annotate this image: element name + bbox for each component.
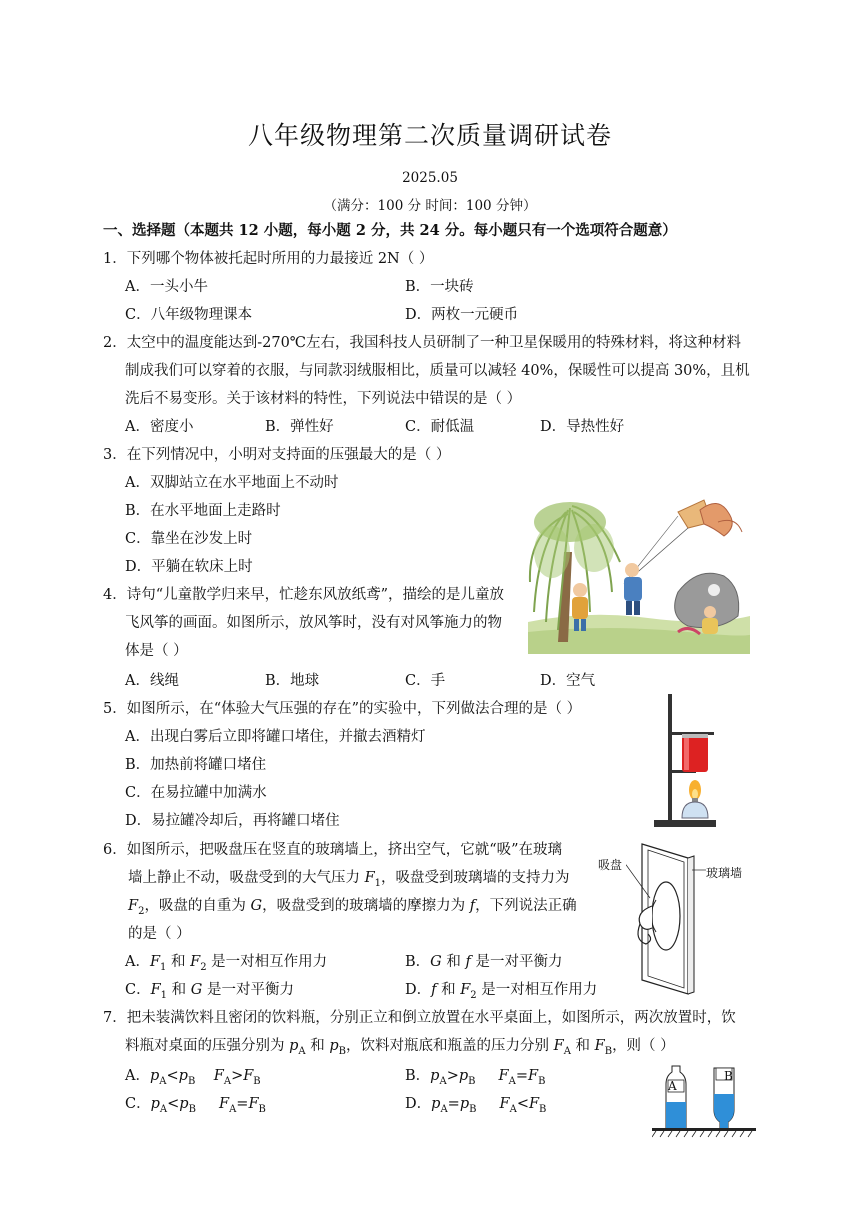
q2-line3: 洗后不易变形。关于该材料的特性，下列说法中错误的是（ ） — [125, 391, 522, 407]
q2-option-d: D．导热性好 — [540, 419, 625, 435]
q1-option-d: D．两枚一元硬币 — [405, 307, 519, 323]
q7-option-c: C．$p_A<p_B$ $F_A=F_B$ — [125, 1096, 266, 1115]
q4-line3: 体是（ ） — [125, 643, 188, 659]
q1-option-b: B．一块砖 — [405, 279, 474, 295]
q7-option-b: B．$p_A>p_B$ $F_A=F_B$ — [405, 1068, 546, 1087]
bottles-illustration — [652, 1062, 756, 1138]
q6-line4: 的是（ ） — [128, 926, 191, 942]
q6-option-c: C．$F_1$ 和 G 是一对平衡力 — [125, 982, 294, 1001]
section-heading: 一、选择题（本题共 12 小题，每小题 2 分，共 24 分。每小题只有一个选项符合题意） — [103, 222, 677, 239]
q5-option-a: A．出现白雾后立即将罐口堵住，并撤去酒精灯 — [125, 729, 426, 745]
q2-option-a: A．密度小 — [125, 419, 194, 435]
kite-flying-illustration — [528, 492, 750, 654]
q4-line1: 4．诗句“儿童散学归来早，忙趁东风放纸鸢”，描绘的是儿童放 — [103, 587, 505, 603]
q4-line2: 飞风筝的画面。如图所示，放风筝时，没有对风筝施力的物 — [125, 615, 502, 631]
label-glass-wall: 玻璃墙 — [706, 866, 743, 880]
q6-option-d: D．f 和 $F_2$ 是一对相互作用力 — [405, 982, 598, 1001]
q6-option-b: B．G 和 f 是一对平衡力 — [405, 954, 563, 970]
q2-option-c: C．耐低温 — [405, 419, 475, 435]
bottle-b-label: B — [724, 1069, 733, 1083]
q7-line2: 料瓶对桌面的压强分别为 $p_A$ 和 $p_B$，饮料对瓶底和瓶盖的压力分别 $F_A$ 和 $F_B$，则（ ） — [125, 1038, 675, 1057]
label-sucker: 吸盘 — [598, 858, 623, 872]
q3-option-c: C．靠坐在沙发上时 — [125, 531, 253, 547]
q5-option-b: B．加热前将罐口堵住 — [125, 757, 267, 773]
q1-stem: 1．下列哪个物体被托起时所用的力最接近 2N（ ） — [103, 251, 434, 267]
q6-line2: 墙上静止不动，吸盘受到的大气压力 $F_1$，吸盘受到玻璃墙的支持力为 — [128, 870, 570, 889]
q2-line1: 2．太空中的温度能达到-270℃左右，我国科技人员研制了一种卫星保暖用的特殊材料，将这种材料 — [103, 335, 742, 351]
q6-line1: 6．如图所示，把吸盘压在竖直的玻璃墙上，挤出空气，它就“吸”在玻璃 — [103, 842, 563, 858]
bottle-a-label: A — [668, 1079, 677, 1093]
exam-meta: （满分：100 分 时间：100 分钟） — [323, 198, 537, 214]
q3-option-b: B．在水平地面上走路时 — [125, 503, 281, 519]
q3-option-a: A．双脚站立在水平地面上不动时 — [125, 475, 339, 491]
q5-option-c: C．在易拉罐中加满水 — [125, 785, 267, 801]
q7-option-a: A．$p_A<p_B$ $F_A>F_B$ — [125, 1068, 261, 1087]
q4-option-b: B．地球 — [265, 673, 320, 689]
q6-line3: $F_2$，吸盘的自重为 G，吸盘受到的玻璃墙的摩擦力为 f，下列说法正确 — [128, 898, 577, 917]
exam-date: 2025.05 — [402, 170, 458, 186]
q4-option-c: C．手 — [405, 673, 446, 689]
q3-stem: 3．在下列情况中，小明对支持面的压强最大的是（ ） — [103, 447, 451, 463]
page-title: 八年级物理第二次质量调研试卷 — [247, 121, 612, 150]
q5-stem: 5．如图所示，在“体验大气压强的存在”的实验中，下列做法合理的是（ ） — [103, 701, 582, 717]
q1-option-c: C．八年级物理课本 — [125, 307, 253, 323]
q3-option-d: D．平躺在软床上时 — [125, 559, 253, 575]
q4-option-d: D．空气 — [540, 673, 596, 689]
can-heating-illustration — [654, 690, 724, 830]
q2-line2: 制成我们可以穿着的衣服，与同款羽绒服相比，质量可以减轻 40%，保暖性可以提高 30%，且机 — [125, 363, 750, 379]
q7-option-d: D．$p_A=p_B$ $F_A<F_B$ — [405, 1096, 547, 1115]
q6-option-a: A．$F_1$ 和 $F_2$ 是一对相互作用力 — [125, 954, 328, 973]
q2-option-b: B．弹性好 — [265, 419, 334, 435]
q5-option-d: D．易拉罐冷却后，再将罐口堵住 — [125, 813, 340, 829]
q4-option-a: A．线绳 — [125, 673, 179, 689]
q7-line1: 7．把未装满饮料且密闭的饮料瓶，分别正立和倒立放置在水平桌面上，如图所示，两次放置时，饮 — [103, 1010, 736, 1026]
q1-option-a: A．一头小牛 — [125, 279, 208, 295]
suction-cup-illustration — [626, 840, 706, 1000]
